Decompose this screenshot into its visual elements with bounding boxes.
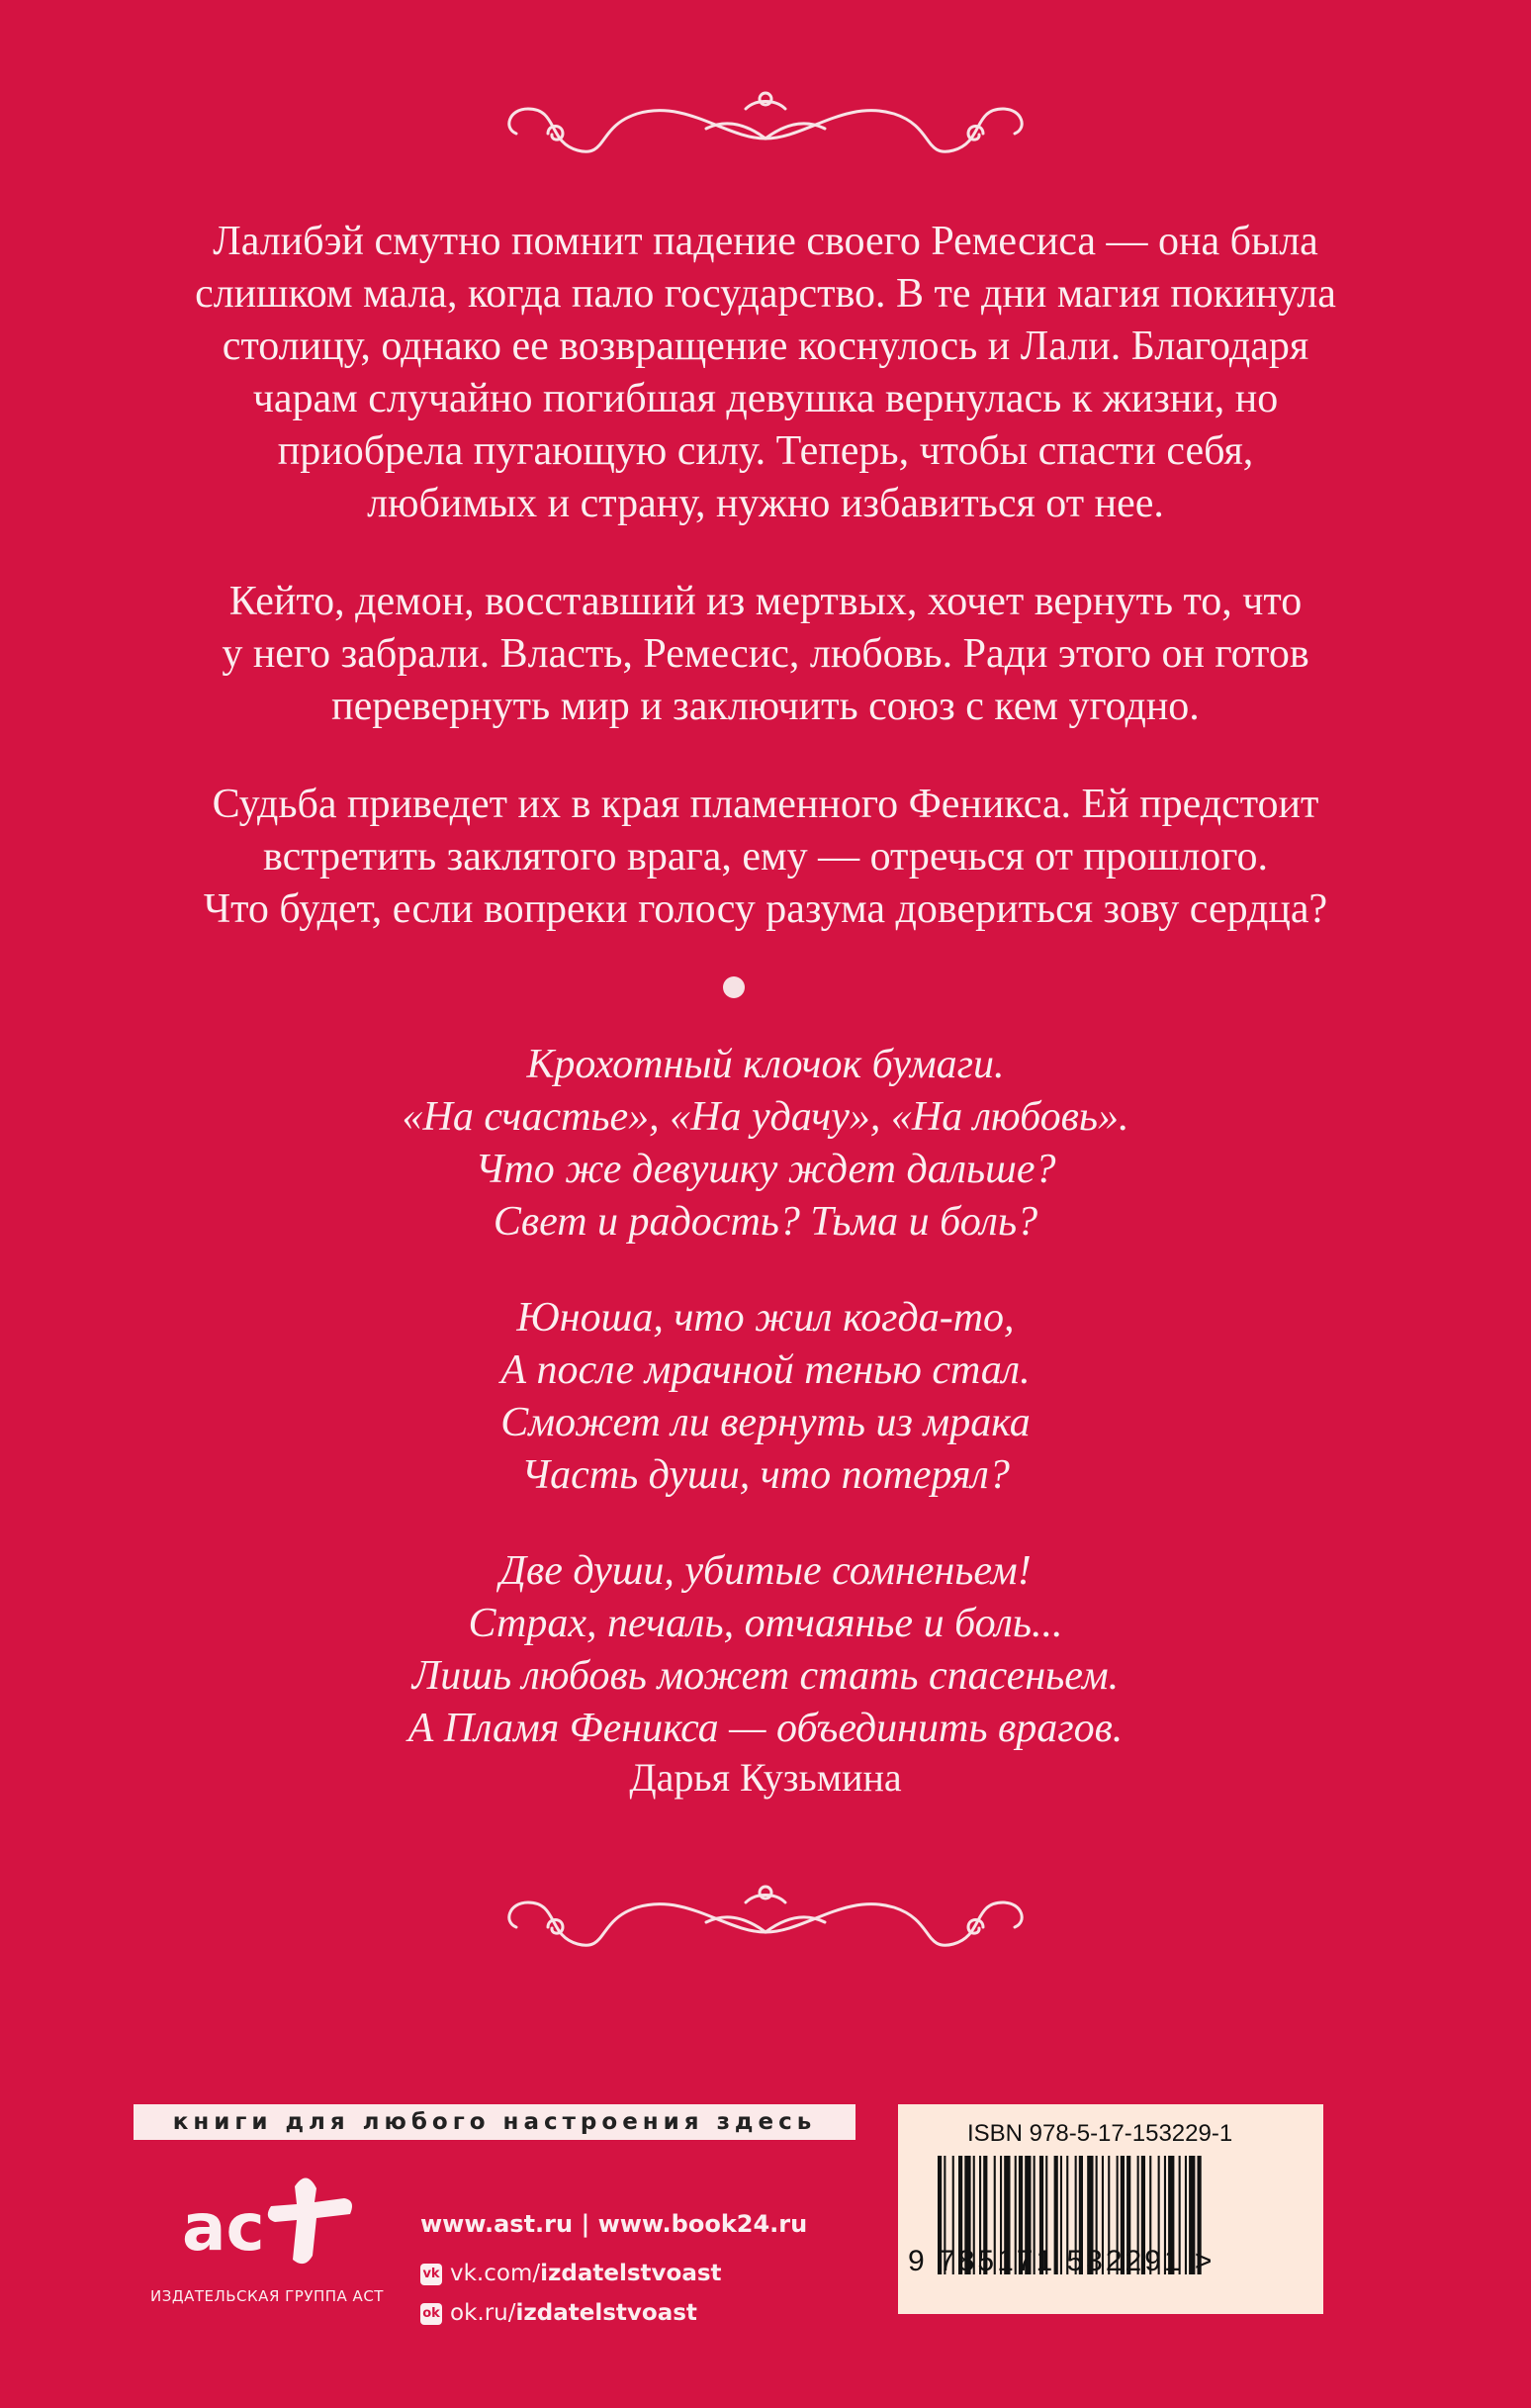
blurb-line: столицу, однако ее возвращение коснулось и Лали. Благодаря <box>222 324 1309 369</box>
poem-author: Дарья Кузьмина <box>629 1755 902 1800</box>
poem-stanza-1 <box>119 1039 1412 1249</box>
bullet-dot-icon <box>723 976 745 998</box>
poem-line: Лишь любовь может стать спасеньем. <box>411 1653 1120 1699</box>
blurb-line: перевернуть мир и заключить союз с кем угодно. <box>331 684 1200 729</box>
blurb-paragraph-3 <box>119 779 1412 936</box>
ast-logo <box>168 2159 386 2277</box>
ok-icon: ok <box>420 2303 442 2325</box>
flourish-ornament-bottom <box>489 1873 1042 1962</box>
publisher-links <box>420 2204 807 2333</box>
poem-line: А Пламя Феникса — объединить врагов. <box>407 1706 1124 1751</box>
vk-prefix: vk.com/ <box>450 2261 541 2286</box>
poem-line: А после мрачной тенью стал. <box>500 1347 1031 1393</box>
blurb-line: Лалибэй смутно помнит падение своего Ремесиса — она была <box>213 219 1318 264</box>
vk-icon: vk <box>420 2264 442 2285</box>
ok-link[interactable] <box>420 2293 807 2333</box>
blurb-line: встретить заклятого врага, ему — отречься от прошлого. <box>263 834 1268 880</box>
poem-line: Юноша, что жил когда-то, <box>516 1295 1015 1341</box>
publisher-name: ИЗДАТЕЛЬСКАЯ ГРУППА АСТ <box>150 2287 384 2305</box>
blurb-line: Судьба приведет их в края пламенного Феникса. Ей предстоит <box>212 782 1319 827</box>
blurb-line: слишком мала, когда пало государство. В те дни магия покинула <box>195 271 1336 317</box>
poem-line: Свет и радость? Тьма и боль? <box>493 1199 1038 1245</box>
barcode-digits: 9 785171 532291 > <box>908 2245 1216 2277</box>
blurb-line: Кейто, демон, восставший из мертвых, хочет вернуть то, что <box>228 579 1303 624</box>
blurb-line: Что будет, если вопреки голосу разума довериться зову сердца? <box>203 886 1328 932</box>
flourish-ornament-top <box>489 79 1042 168</box>
blurb-line: приобрела пугающую силу. Теперь, чтобы спасти себя, <box>277 428 1254 474</box>
logo-text: ac <box>182 2189 265 2266</box>
poem-line: Две души, убитые сомненьем! <box>499 1548 1032 1594</box>
blurb-line: любимых и страну, нужно избавиться от нее. <box>367 481 1164 526</box>
ok-prefix: ok.ru/ <box>450 2300 516 2326</box>
poem-stanza-2 <box>119 1292 1412 1502</box>
tagline-banner: книги для любого настроения здесь <box>134 2104 856 2140</box>
website-links[interactable]: www.ast.ru | www.book24.ru <box>420 2210 808 2238</box>
poem-line: Страх, печаль, отчаянье и боль... <box>468 1601 1063 1646</box>
poem-stanza-3 <box>119 1545 1412 1755</box>
poem <box>119 1039 1412 1799</box>
vk-link[interactable] <box>420 2254 807 2293</box>
isbn-number: ISBN 978-5-17-153229-1 <box>967 2120 1233 2147</box>
blurb <box>119 216 1412 981</box>
poem-line: Сможет ли вернуть из мрака <box>500 1400 1031 1445</box>
poem-line: «На счастье», «На удачу», «На любовь». <box>402 1094 1129 1140</box>
vk-handle: izdatelstvoast <box>540 2261 722 2286</box>
blurb-paragraph-1 <box>119 216 1412 530</box>
poem-line: Крохотный клочок бумаги. <box>526 1042 1005 1087</box>
poem-line: Что же девушку ждет дальше? <box>475 1147 1056 1192</box>
isbn-barcode-label <box>898 2104 1323 2314</box>
poem-line: Часть души, что потерял? <box>521 1452 1010 1498</box>
ok-handle: izdatelstvoast <box>515 2300 697 2326</box>
blurb-line: чарам случайно погибшая девушка вернулась к жизни, но <box>252 376 1279 421</box>
blurb-paragraph-2 <box>119 576 1412 733</box>
blurb-line: у него забрали. Власть, Ремесис, любовь. Ради этого он готов <box>222 631 1309 677</box>
